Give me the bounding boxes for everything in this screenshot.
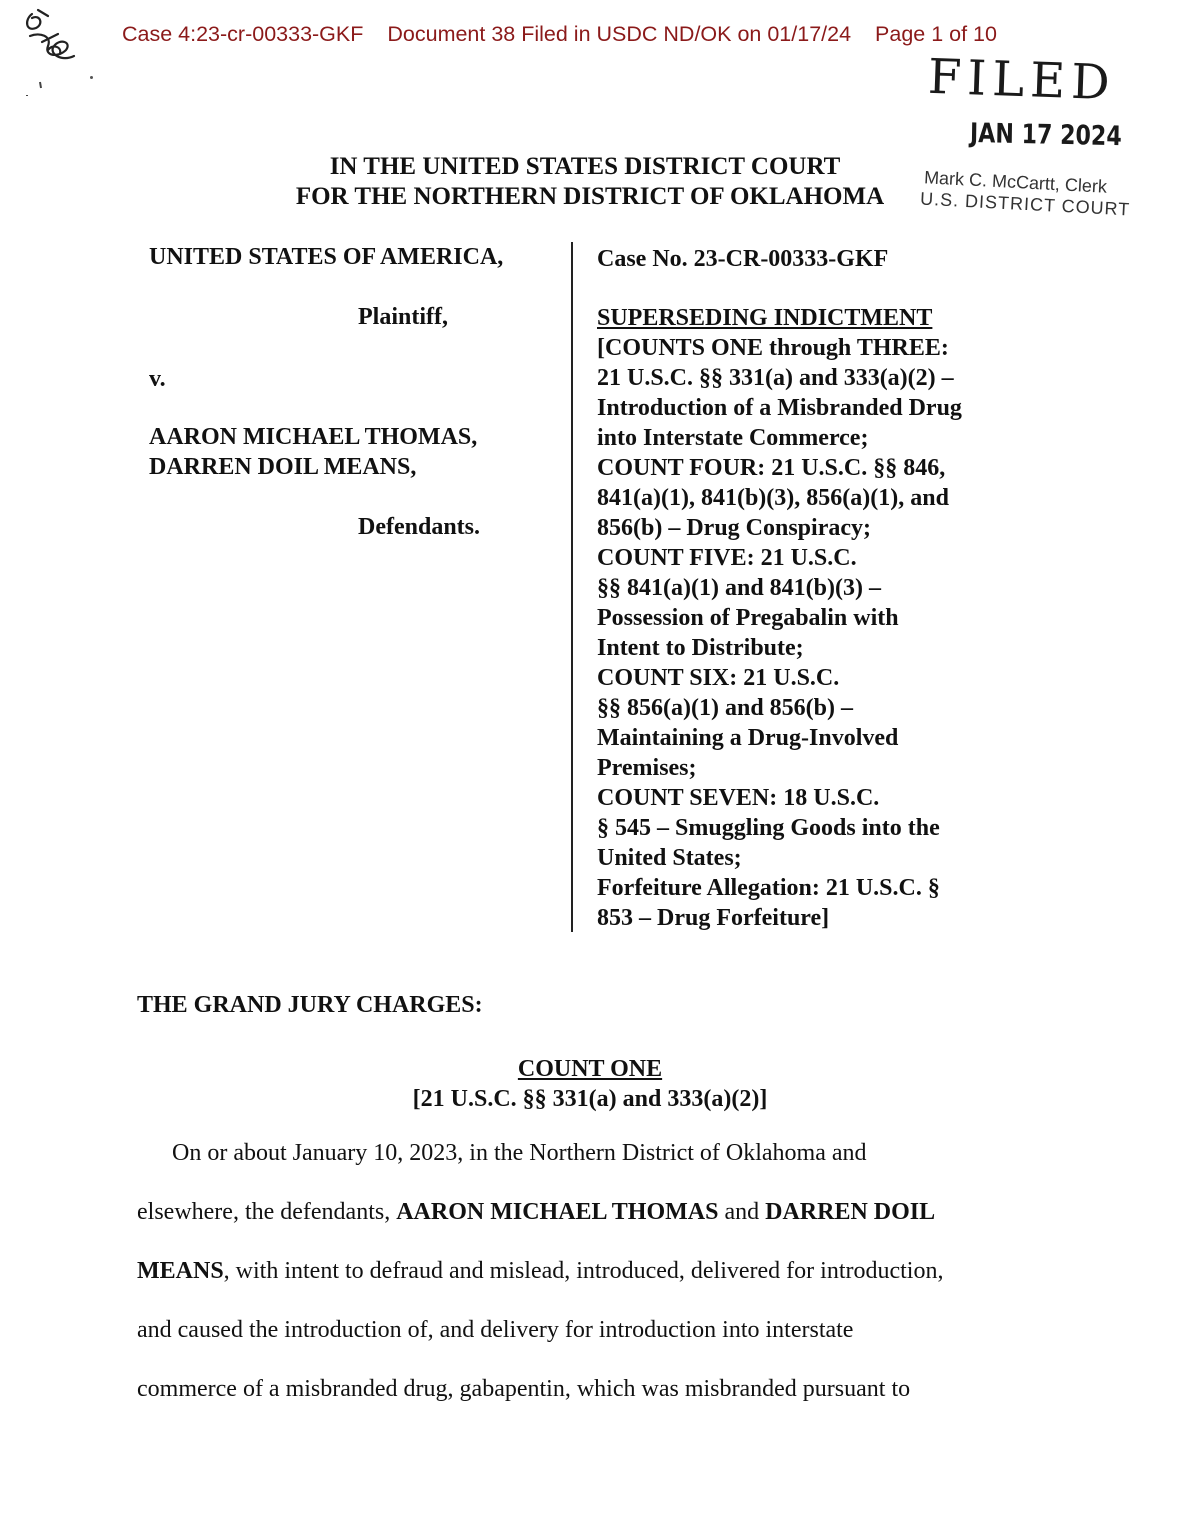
stray-mark: [90, 76, 93, 79]
count-one-statute: [21 U.S.C. §§ 331(a) and 333(a)(2)]: [412, 1086, 768, 1112]
court-title-line1: IN THE UNITED STATES DISTRICT COURT: [329, 153, 841, 180]
court-title-line2: FOR THE NORTHERN DISTRICT OF OKLAHOMA: [295, 183, 885, 210]
count-one-title: COUNT ONE: [517, 1056, 663, 1082]
count-one-heading: [0, 1054, 1180, 1114]
charge-line: [COUNTS ONE through THREE:: [597, 335, 949, 361]
charge-line: §§ 841(a)(1) and 841(b)(3) –: [597, 575, 881, 601]
charge-line: 856(b) – Drug Conspiracy;: [597, 515, 871, 541]
charge-line: COUNT FIVE: 21 U.S.C.: [597, 545, 857, 571]
filed-date-stamp: JAN 17 2024: [969, 118, 1122, 153]
charge-line: Premises;: [597, 755, 697, 781]
defendant-name-bold: MEANS: [137, 1258, 224, 1284]
clerk-court: U.S. DISTRICT COURT: [919, 188, 1131, 220]
case-info: [597, 244, 1017, 933]
handwritten-initials: [18, 6, 88, 96]
defendant-name-bold: DARREN DOIL: [765, 1199, 936, 1225]
charge-line: 841(a)(1), 841(b)(3), 856(a)(1), and: [597, 485, 949, 511]
caption-divider: [571, 242, 573, 932]
charge-line: §§ 856(a)(1) and 856(b) –: [597, 695, 853, 721]
clerk-name: Mark C. McCartt, Clerk: [923, 167, 1108, 197]
charge-line: 853 – Drug Forfeiture]: [597, 905, 830, 931]
court-title: [0, 152, 1180, 212]
charge-line: Forfeiture Allegation: 21 U.S.C. §: [597, 875, 940, 901]
charge-line: § 545 – Smuggling Goods into the: [597, 815, 940, 841]
body-line-3: [137, 1258, 943, 1285]
defendant-2: DARREN DOIL MEANS,: [149, 454, 417, 480]
filed-stamp: FILED: [927, 48, 1117, 112]
grand-jury-heading: THE GRAND JURY CHARGES:: [137, 992, 483, 1018]
charge-line: Introduction of a Misbranded Drug: [597, 395, 962, 421]
body-text: and: [718, 1199, 766, 1225]
charge-line: COUNT SEVEN: 18 U.S.C.: [597, 785, 880, 811]
body-line-1: On or about January 10, 2023, in the Northern District of Oklahoma and: [172, 1140, 867, 1166]
charge-line: United States;: [597, 845, 742, 871]
body-line-2: [137, 1199, 935, 1226]
charge-line: into Interstate Commerce;: [597, 425, 869, 451]
body-line-4: and caused the introduction of, and delivery for introduction into interstate: [137, 1317, 854, 1343]
charge-line: 21 U.S.C. §§ 331(a) and 333(a)(2) –: [597, 365, 954, 391]
plaintiff-name: UNITED STATES OF AMERICA,: [149, 244, 504, 270]
court-filing-header: [122, 22, 1015, 47]
charge-line: Intent to Distribute;: [597, 635, 804, 661]
body-text: elsewhere, the defendants,: [137, 1199, 397, 1225]
defendants-label: Defendants.: [358, 514, 481, 540]
charge-line: Possession of Pregabalin with: [597, 605, 899, 631]
indictment-title: SUPERSEDING INDICTMENT: [597, 305, 933, 331]
plaintiff-label: Plaintiff,: [358, 304, 448, 330]
case-reference: Case 4:23-cr-00333-GKF: [122, 22, 364, 46]
defendant-name-bold: AARON MICHAEL THOMAS: [396, 1199, 719, 1225]
case-number: Case No. 23-CR-00333-GKF: [597, 246, 889, 272]
defendant-1: AARON MICHAEL THOMAS,: [149, 424, 478, 450]
body-text: , with intent to defraud and mislead, introduced, delivered for introduction,: [223, 1258, 944, 1284]
charge-line: Maintaining a Drug-Involved: [597, 725, 899, 751]
charge-line: COUNT SIX: 21 U.S.C.: [597, 665, 840, 691]
body-line-5: commerce of a misbranded drug, gabapentin, which was misbranded pursuant to: [137, 1376, 911, 1402]
charge-line: COUNT FOUR: 21 U.S.C. §§ 846,: [597, 455, 946, 481]
document-filing-info: Document 38 Filed in USDC ND/OK on 01/17/24: [387, 22, 852, 46]
versus: v.: [149, 366, 166, 392]
page-indicator: Page 1 of 10: [875, 22, 997, 46]
